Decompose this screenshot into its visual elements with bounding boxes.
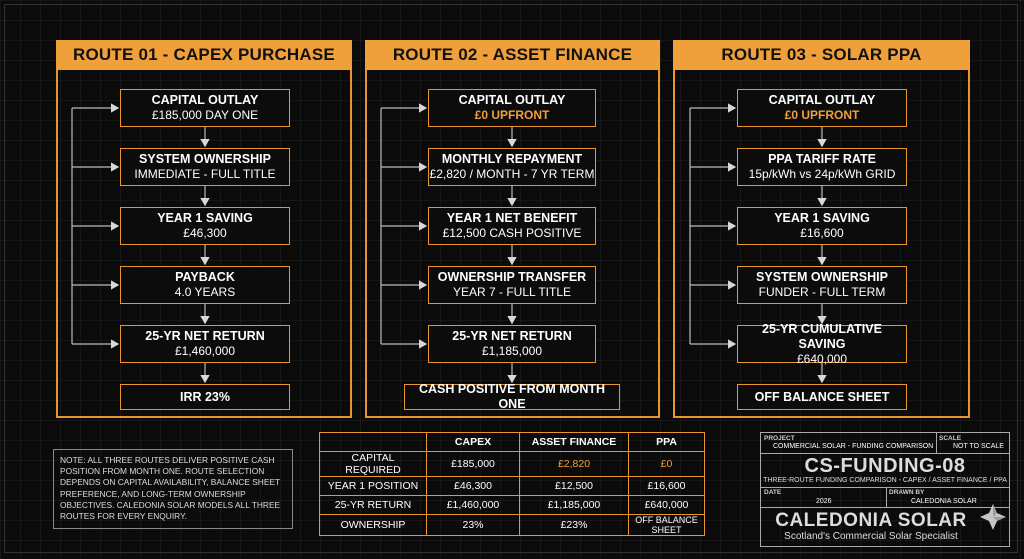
route-1-step-capital-outlay [120,89,290,127]
step-title: SYSTEM OWNERSHIP [756,270,888,284]
step-title: YEAR 1 NET BENEFIT [446,211,578,225]
drawn-by-value: CALEDONIA SOLAR [911,498,977,505]
divider [761,487,1009,488]
step-value: £1,460,000 [174,344,236,358]
route-3-step-capital-outlay [737,89,907,127]
route-3-title: ROUTE 03 - SOLAR PPA [673,40,970,70]
step-title: 25-YR NET RETURN [452,329,572,343]
cell-finance: £12,500 [520,477,629,496]
cell-capex: £46,300 [427,477,520,496]
route-2-step-ownership-transfer [428,266,596,304]
drawing-code: CS-FUNDING-08 [804,455,966,477]
cell-ppa: £16,600 [629,477,705,496]
route-2-final [404,384,620,410]
row-label: CAPITAL REQUIRED [320,452,427,477]
cell-capex: £185,000 [427,452,520,477]
final-label: CASH POSITIVE FROM MONTH ONE [418,382,606,411]
step-value: £185,000 DAY ONE [151,108,259,122]
step-title: MONTHLY REPAYMENT [441,152,583,166]
route-1-step-payback [120,266,290,304]
step-value: £46,300 [183,226,227,240]
final-label: IRR 23% [179,389,231,404]
route-2-step-monthly-repayment [428,148,596,186]
compass-star-icon [978,502,1008,532]
table-row [320,452,705,477]
drawn-by-label: DRAWN BY [889,489,925,496]
route-1-title: ROUTE 01 - CAPEX PURCHASE [56,40,352,70]
route-2-step-year-1-net-benefit [428,207,596,245]
table-header-cell: CAPEX [427,433,520,452]
row-label: OWNERSHIP [320,515,427,536]
cell-ppa: OFF BALANCE SHEET [629,515,705,536]
table-header-cell: PPA [629,433,705,452]
step-value: IMMEDIATE - FULL TITLE [134,167,276,181]
route-3-step-year-1-saving [737,207,907,245]
step-value: FUNDER - FULL TERM [758,285,886,299]
title-block [760,432,1010,547]
cell-capex: 23% [427,515,520,536]
drawing-subtitle: THREE-ROUTE FUNDING COMPARISON - CAPEX / ASSET FINANCE / PPA [763,477,1007,484]
route-1-step-net-return [120,325,290,363]
table-row [320,515,705,536]
step-title: YEAR 1 SAVING [774,211,870,225]
step-value: £1,185,000 [481,344,543,358]
cell-capex: £1,460,000 [427,496,520,515]
route-1-step-system-ownership [120,148,290,186]
step-title: PPA TARIFF RATE [768,152,876,166]
route-1-step-year-1-saving [120,207,290,245]
step-title: YEAR 1 SAVING [157,211,253,225]
table-row [320,477,705,496]
row-label: 25-YR RETURN [320,496,427,515]
step-title: PAYBACK [175,270,235,284]
route-3-step-system-ownership [737,266,907,304]
date-value: 2026 [816,498,832,505]
cell-finance: £2,820 [520,452,629,477]
cell-finance: £23% [520,515,629,536]
table-header-cell: ASSET FINANCE [520,433,629,452]
route-3-step-cumulative-saving [737,321,907,366]
date-label: DATE [764,489,782,496]
cell-ppa: £0 [629,452,705,477]
step-value: 4.0 YEARS [174,285,236,299]
divider [761,453,1009,454]
step-title: CAPITAL OUTLAY [151,93,259,107]
project-label: PROJECT [764,435,795,442]
step-title: OWNERSHIP TRANSFER [437,270,587,284]
step-value: £0 UPFRONT [784,108,860,122]
cell-ppa: £640,000 [629,496,705,515]
step-title: 25-YR CUMULATIVE SAVING [762,321,882,351]
table-row [320,496,705,515]
note-box: NOTE: ALL THREE ROUTES DELIVER POSITIVE CASH POSITION FROM MONTH ONE. ROUTE SELECTION DEPENDS ON CAPITAL AVAILABILITY, BALANCE SHEET PREFERENCE, AND LONG-TERM OWNERSHIP OBJECTIVES. CALEDONIA SOLAR MODELS ALL THREE ROUTES FOR EVERY ENQUIRY. [53,449,293,529]
route-3-final [737,384,907,410]
step-value: £2,820 / MONTH - 7 YR TERM [429,167,595,181]
route-2-step-net-return [428,325,596,363]
route-2-step-capital-outlay [428,89,596,127]
step-title: CAPITAL OUTLAY [768,93,876,107]
step-value: £12,500 CASH POSITIVE [442,226,582,240]
step-value: 15p/kWh vs 24p/kWh GRID [748,167,896,181]
step-title: CAPITAL OUTLAY [458,93,566,107]
divider [886,487,887,507]
route-2-title: ROUTE 02 - ASSET FINANCE [365,40,660,70]
brand-tagline: Scotland's Commercial Solar Specialist [784,531,958,542]
divider [936,433,937,453]
step-value: £16,600 [800,226,844,240]
scale-label: SCALE [939,435,962,442]
cell-finance: £1,185,000 [520,496,629,515]
scale-value: NOT TO SCALE [953,443,1004,450]
route-1-final [120,384,290,410]
comparison-table [319,432,705,536]
project-value: COMMERCIAL SOLAR - FUNDING COMPARISON [773,443,934,450]
table-header-row [320,433,705,452]
step-value: £640,000 [796,351,848,366]
table-header-cell [320,433,427,452]
step-value: YEAR 7 - FULL TITLE [452,285,572,299]
divider [761,507,1009,508]
step-title: 25-YR NET RETURN [145,329,265,343]
step-title: SYSTEM OWNERSHIP [139,152,271,166]
final-label: OFF BALANCE SHEET [754,389,890,404]
step-value: £0 UPFRONT [474,108,550,122]
brand-name: CALEDONIA SOLAR [775,510,967,531]
row-label: YEAR 1 POSITION [320,477,427,496]
route-3-step-ppa-tariff-rate [737,148,907,186]
